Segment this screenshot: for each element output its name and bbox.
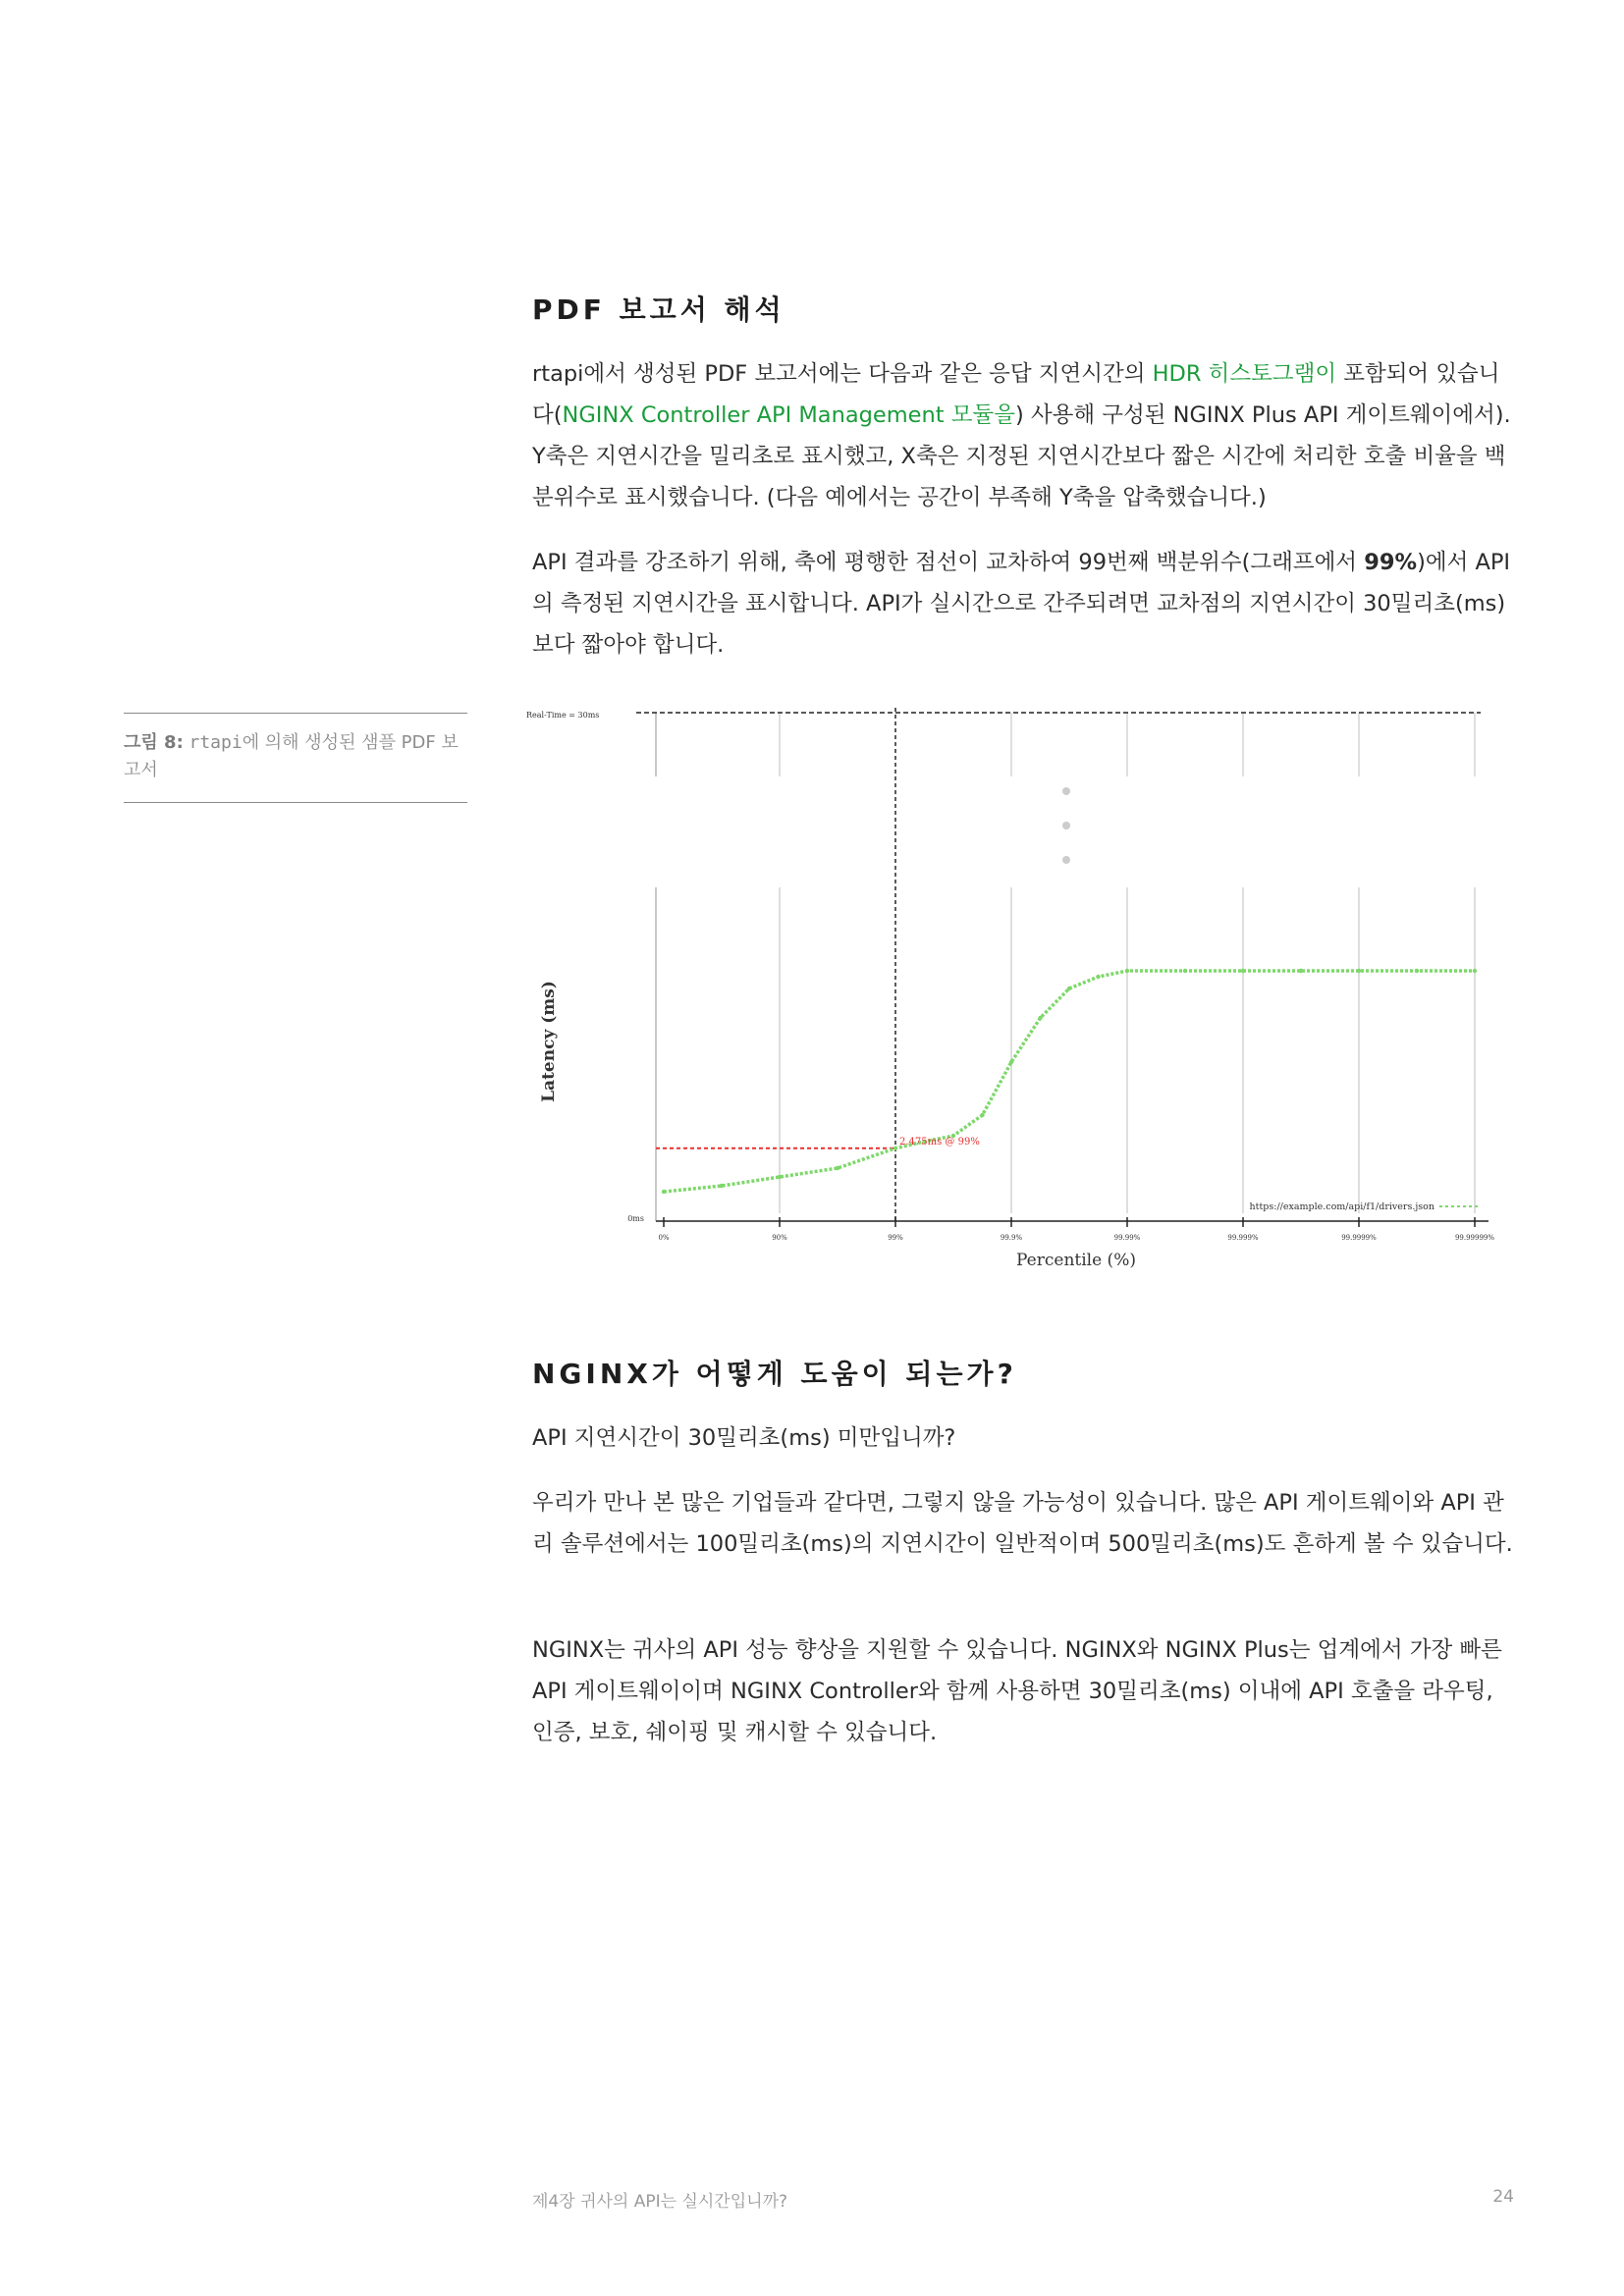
latency-point: [1183, 969, 1187, 973]
compression-dot: [1062, 822, 1070, 829]
x-tick-label: 0%: [658, 1234, 670, 1242]
latency-point: [1067, 987, 1071, 990]
paragraph-api-result: [532, 542, 1514, 666]
x-tick-label: 90%: [772, 1234, 787, 1242]
link-api-management-module[interactable]: NGINX Controller API Management 모듈을: [562, 402, 1015, 428]
x-tick-label: 99.9%: [1000, 1234, 1023, 1242]
latency-series-line: [664, 971, 1475, 1192]
paragraph-typical-latency: 우리가 만나 본 많은 기업들과 같다면, 그렇지 않을 가능성이 있습니다. 많은 API 게이트웨이와 API 관리 솔루션에서는 100밀리초(ms)의 지연시간이 일반적이며 500밀리초(ms)도 흔하게 볼 수 있습니다.: [532, 1490, 1513, 1557]
latency-point: [1038, 1016, 1042, 1020]
latency-point: [1299, 969, 1303, 973]
legend-label: https://example.com/api/f1/drivers.json: [1249, 1201, 1435, 1212]
latency-point: [662, 1190, 666, 1194]
latency-point: [980, 1113, 984, 1117]
reference-line-label: Real-Time = 30ms: [526, 711, 600, 720]
latency-point: [1096, 975, 1100, 979]
y-axis-label: Latency (ms): [539, 981, 559, 1102]
link-hdr-histogram[interactable]: HDR 히스토그램이: [1152, 361, 1337, 387]
highlight-99-percent: 99%: [1364, 550, 1418, 575]
compression-dot: [1062, 856, 1070, 864]
latency-point: [778, 1175, 782, 1179]
latency-point: [836, 1166, 839, 1170]
text-segment: 포함되어 있습니다(: [532, 361, 1500, 428]
text-segment: ) 사용해 구성된 NGINX Plus API 게이트웨이에서). Y축은 지연시간을 밀리초로 표시했고, X축은 지정된 지연시간보다 짧은 시간에 처리한 호출 비율을 백분위수로 표시했습니다. (다음 예에서는 공간이 부족해 Y축을 압축했습니다.): [532, 402, 1511, 510]
latency-point: [720, 1184, 724, 1188]
marker-value-label: 2.475ms @ 99%: [899, 1136, 980, 1148]
text-segment: )에서 API의 측정된 지연시간을 표시합니다. API가 실시간으로 간주되려면 교차점의 지연시간이 30밀리초(ms)보다 짧아야 합니다.: [532, 550, 1511, 658]
latency-histogram-chart: [526, 693, 1518, 1284]
paragraph-nginx-support: NGINX는 귀사의 API 성능 향상을 지원할 수 있습니다. NGINX와 NGINX Plus는 업계에서 가장 빠른 API 게이트웨이이며 NGINX Controller와 함께 사용하면 30밀리초(ms) 이내에 API 호출을 라우팅, 인증, 보호, 쉐이핑 및 캐시할 수 있습니다.: [532, 1637, 1502, 1745]
text-segment: API 결과를 강조하기 위해, 축에 평행한 점선이 교차하여 99번째 백분위수(그래프에서: [532, 550, 1365, 575]
caption-text: 에 의해 생성된 샘플 PDF 보고서: [124, 732, 459, 780]
latency-point: [1009, 1060, 1013, 1064]
footer-chapter-title: 제4장 귀사의 API는 실시간입니까?: [532, 2192, 788, 2212]
caption-label: 그림 8:: [124, 732, 184, 753]
section-heading-how-nginx-helps: NGINX가 어떻게 도움이 되는가?: [532, 1358, 1017, 1390]
x-tick-label: 99%: [888, 1234, 903, 1242]
caption-code: rtapi: [189, 732, 243, 753]
figure-caption: [124, 713, 467, 803]
latency-point: [893, 1147, 897, 1150]
grid-lines: [780, 713, 1475, 1213]
latency-point: [1357, 969, 1361, 973]
text-segment: rtapi에서 생성된 PDF 보고서에는 다음과 같은 응답 지연시간의: [532, 361, 1153, 387]
paragraph-question: API 지연시간이 30밀리초(ms) 미만입니까?: [532, 1425, 956, 1451]
x-tick-label: 99.999%: [1227, 1234, 1259, 1242]
x-tick-label: 99.9999%: [1341, 1234, 1377, 1242]
y-tick-label-0: 0ms: [627, 1214, 644, 1223]
latency-point: [1473, 969, 1477, 973]
latency-point: [1241, 969, 1245, 973]
latency-point: [1125, 969, 1129, 973]
section-heading-pdf-report: PDF 보고서 해석: [532, 294, 785, 326]
footer-page-number: 24: [1492, 2187, 1514, 2207]
x-tick-label: 99.99%: [1113, 1234, 1141, 1242]
latency-point: [1415, 969, 1419, 973]
x-axis-label: Percentile (%): [1016, 1251, 1136, 1270]
paragraph-report-intro: [532, 353, 1514, 518]
compression-dot: [1062, 787, 1070, 795]
x-tick-label: 99.99999%: [1454, 1234, 1495, 1242]
